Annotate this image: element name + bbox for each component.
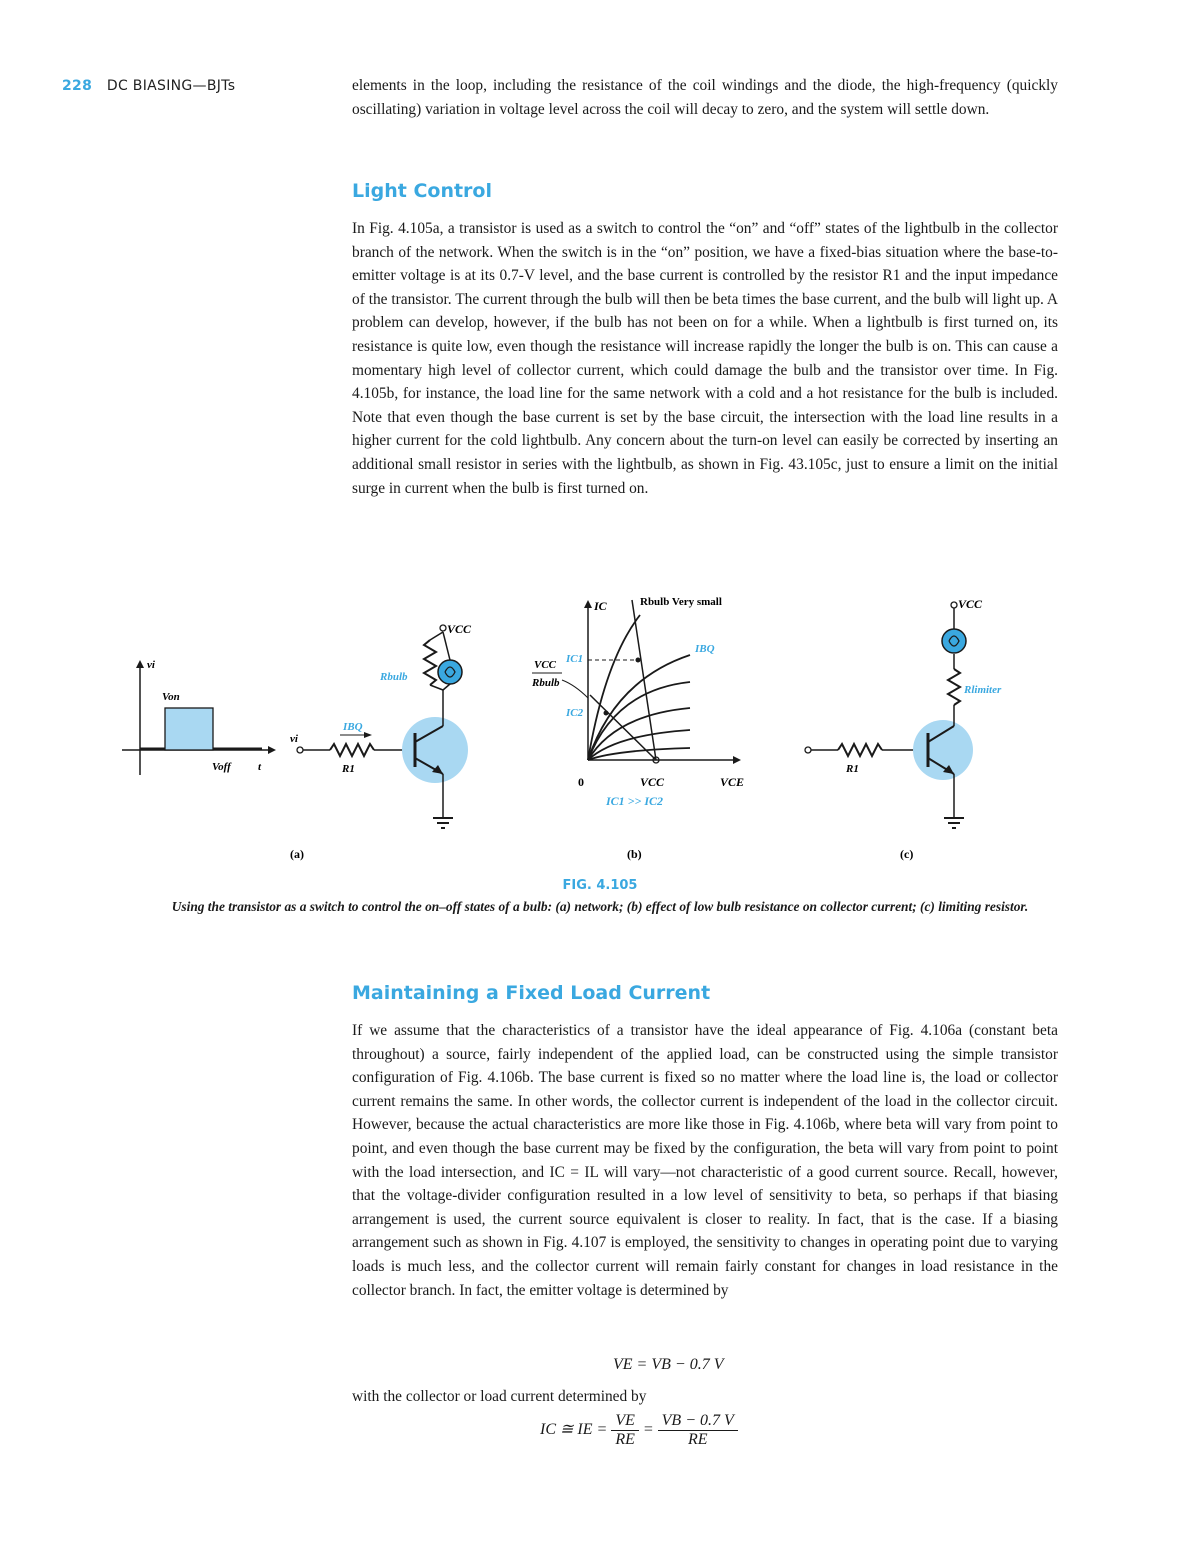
vcc-label-a: VCC [447,622,472,636]
vi-axis-label: vi [147,659,155,671]
von-label: Von [162,691,180,703]
voff-label: Voff [212,761,231,773]
panel-label-a: (a) [290,847,304,861]
fraction-ve-re: $\frac{VE}{RE}$ [611,1412,639,1449]
ic2-label: IC2 [566,707,584,719]
fraction-vb-re: $\frac{VB - 0.7 V}{RE}$ [658,1412,738,1449]
ic-axis-label: IC [594,599,607,613]
vi-input-label: vi [290,733,298,745]
switch-circuit [290,622,472,828]
vcc-axis-tick: VCC [640,775,665,789]
bulb-icon-c [942,629,966,653]
transistor-a [402,717,468,783]
t-label: t [258,761,262,773]
section-title-fixed-load: Maintaining a Fixed Load Current [352,982,711,1004]
rbulb-very-small-label: Rbulb Very small [640,596,722,608]
vcc-over-rbulb-den: Rbulb [532,677,560,689]
figure-caption [120,878,1080,916]
vcc-label-c: VCC [958,597,983,611]
ibq-label: IBQ [343,721,363,733]
section-title-light-control: Light Control [352,180,492,202]
vcc-over-rbulb-num: VCC [534,659,557,671]
bulb-icon [438,660,462,684]
figure-caption-text: Using the transistor as a switch to control the on–off states of a bulb: (a) network; (b) effect of low bulb resistance on collector current; (c) limiting resistor. [171,899,1029,914]
r1-label: R1 [342,763,355,775]
panel-label-b: (b) [627,847,642,861]
figure-4-105 [0,585,1200,870]
transistor-c [913,720,973,780]
equation-ic-lhs: IC ≅ IE = [540,1421,608,1439]
fixed-load-paragraph: If we assume that the characteristics of a transistor have the ideal appearance of Fig. 4.106a (constant beta throughout) a source, fairly independent of the applied load, can be constructed using the simple transistor configuration of Fig. 4.106b. The base current is fixed so no matter where the load line is, the load or collector current remains the same. In other words, the collector current is independent of the load in the collector circuit. However, because the actual characteristics are more like those in Fig. 4.106b, where beta will vary from point to point, and even though the base current may be fixed by the configuration, the beta will vary from point to point with the load intersection, and IC = IL will vary—not characteristic of a good current source. Recall, however, that the voltage-divider configuration resulted in a low level of sensitivity to beta, so perhaps if that biasing arrangement is used, the current source equivalent is closer to reality. In fact, that is the case. If a biasing arrangement such as shown in Fig. 4.107 is employed, the sensitivity to changes in operating point due to varying loads is much less, and the collector current will remain fairly constant for changes in load resistance in the collector branch. In fact, the emitter voltage is determined by [352,1022,1058,1299]
ic1-gg-ic2-label: IC1 >> IC2 [606,794,664,808]
running-header [62,78,235,94]
running-title: DC BIASING—BJTs [106,78,236,94]
load-line-plot [531,596,744,808]
rbulb-label: Rbulb [380,671,408,683]
equation-ve: VE = VB − 0.7 V [613,1356,724,1373]
rlimiter-label: Rlimiter [964,684,1002,696]
light-control-paragraph: In Fig. 4.105a, a transistor is used as a switch to control the “on” and “off” states of the lightbulb in the collector branch of the network. When the switch is in the “on” position, we have a fixed-bias situation where the base-to-emitter voltage is at its 0.7-V level, and the base current is controlled by the resistor R1 and the input impedance of the transistor. The current through the bulb will then be beta times the base current, and the bulb will light up. A problem can develop, however, if the bulb has not been on for a while. When a lightbulb is first turned on, its resistance is quite low, even though the resistance will increase rapidly the longer the bulb is on. This can cause a momentary high level of collector current, which could damage the bulb and the transistor over time. In Fig. 4.105b, for instance, the load line for the same network with a cold and a hot resistance for the bulb is included. Note that even though the base current is set by the base circuit, the intersection with the load line results in a higher current for the cold lightbulb. Any concern about the turn-on level can easily be corrected by inserting an additional small resistor in series with the lightbulb, as shown in Fig. 43.105c, just to ensure a limit on the initial surge in current when the bulb is first turned on. [352,220,1058,497]
figure-number: FIG. 4.105 [562,878,638,893]
input-waveform [122,659,276,775]
ibq-curve-label: IBQ [695,643,715,655]
limiter-circuit [805,597,1002,828]
panel-label-c: (c) [900,847,914,861]
vce-axis-label: VCE [720,775,745,789]
r1-c-label: R1 [846,763,859,775]
equation-lead-in: with the collector or load current determined by [352,1388,647,1405]
equation-ic [540,1412,738,1449]
intro-paragraph: elements in the loop, including the resistance of the coil windings and the diode, the high-frequency (quickly oscillating) variation in voltage level across the coil will decay to zero, and the system will settle down. [352,77,1058,118]
page-number: 228 [62,78,93,94]
equation-equals: = [642,1421,654,1439]
origin-label: 0 [578,775,584,789]
ic1-label: IC1 [566,653,584,665]
